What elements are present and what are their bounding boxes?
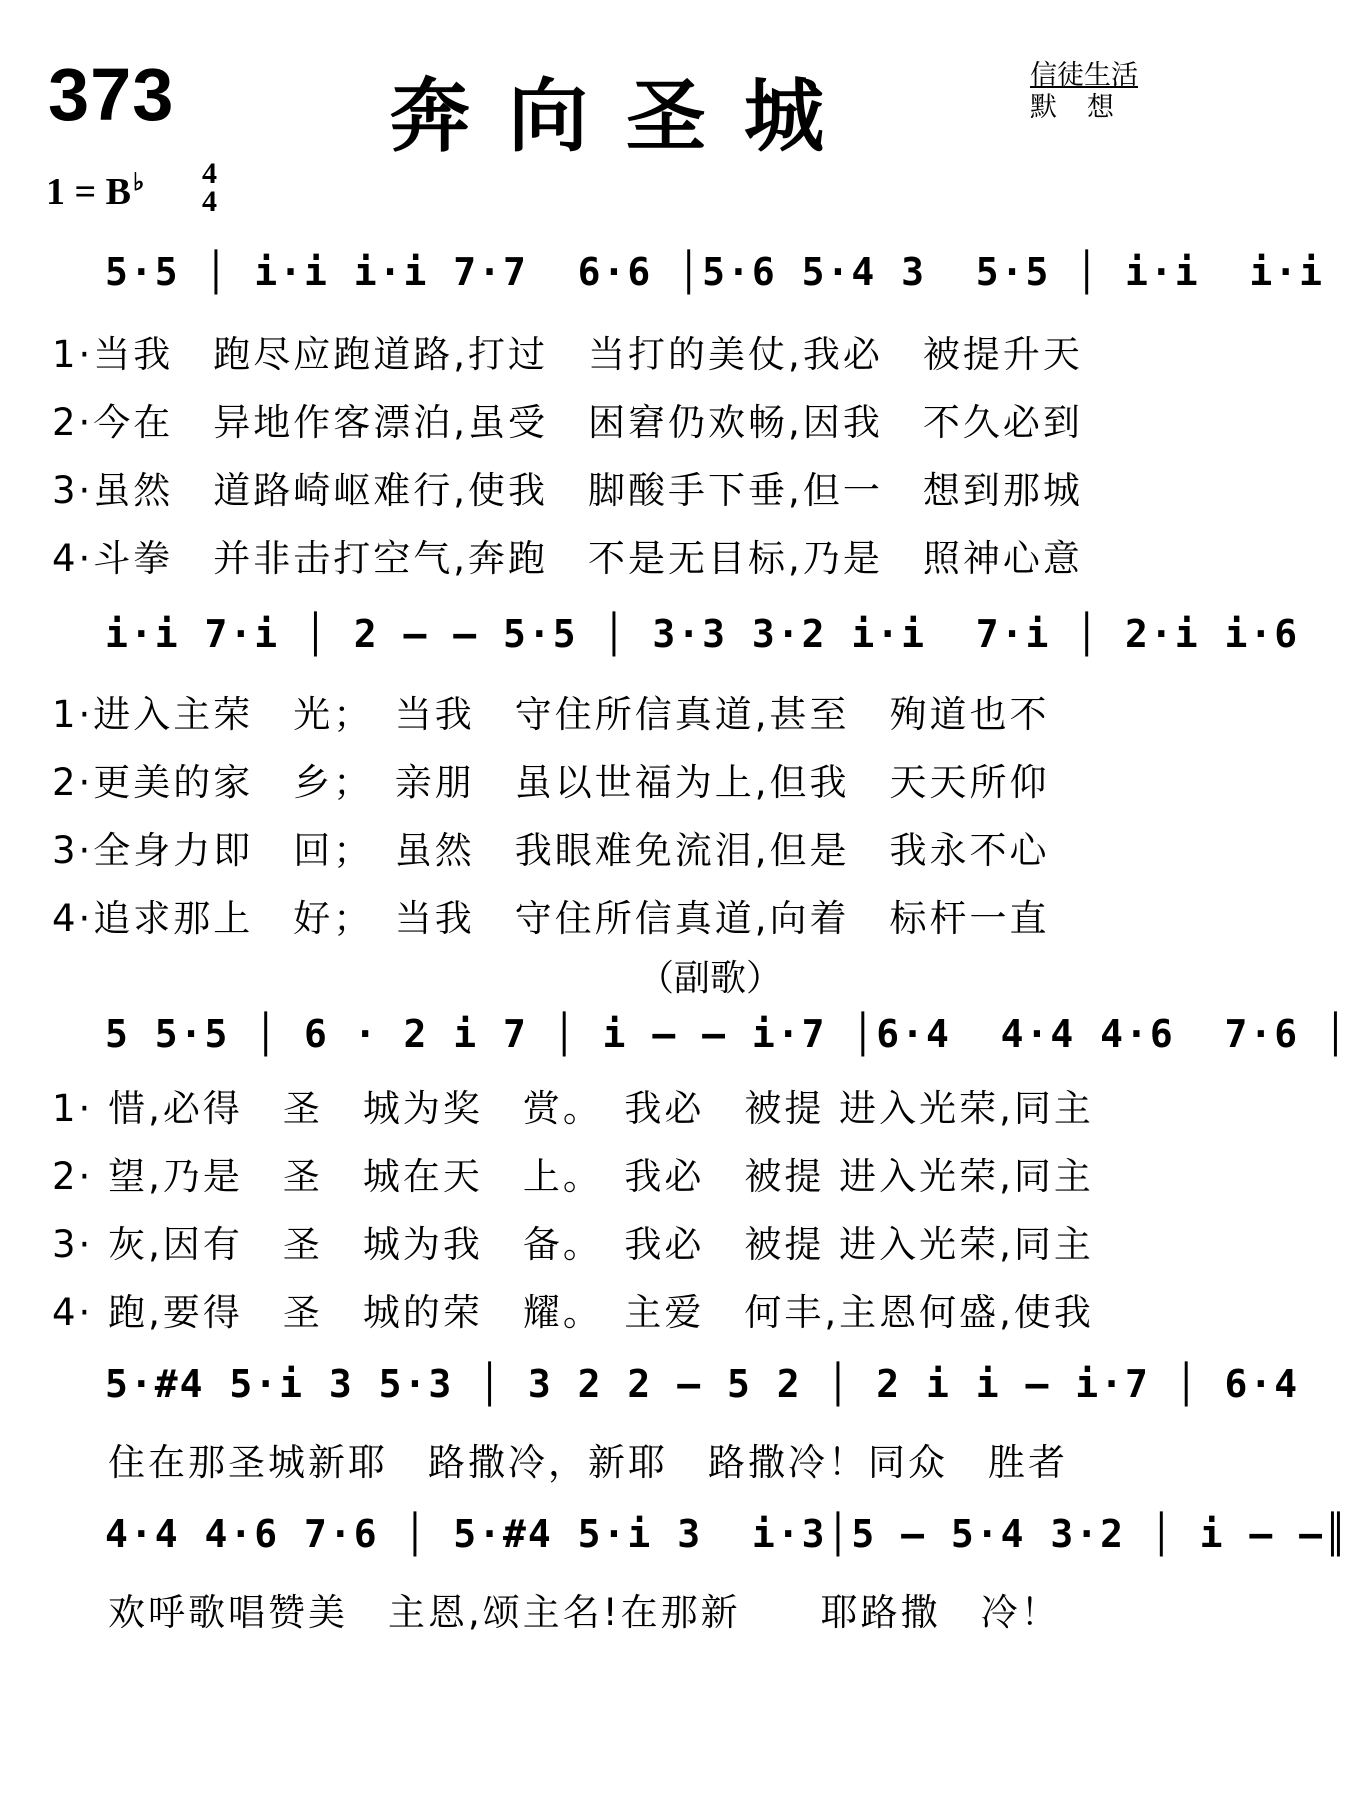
lyric-s2-v4: 4·追求那上 好； 当我 守住所信真道,向着 标杆一直 — [52, 897, 1050, 940]
hymn-title: 奔向圣城 — [390, 70, 862, 163]
notation-line-1: 5·5 │ i·i i·i 7·7 6·6 │5·6 5·4 3 5·5 │ i·i i·i — [105, 250, 1325, 294]
lyric-s4: 住在那圣城新耶 路撒冷，新耶 路撒冷！同众 胜者 — [108, 1441, 1068, 1484]
lyric-s2-v2: 2·更美的家 乡； 亲朋 虽以世福为上,但我 天天所仰 — [52, 761, 1050, 804]
notation-line-5: 4·4 4·6 7·6 │ 5·#4 5·i 3 i·3│5 – 5·4 3·2 │ i – –║ — [105, 1512, 1349, 1556]
lyric-s1-v3: 3·虽然 道路崎岖难行,使我 脚酸手下垂,但一 想到那城 — [52, 469, 1083, 512]
notation-line-3: 5 5·5 │ 6 · 2 i 7 │ i – – i·7 │6·4 4·4 4·6 7·6 │ — [105, 1012, 1349, 1056]
lyric-s1-v2: 2·今在 异地作客漂泊,虽受 困窘仍欢畅,因我 不久必到 — [52, 401, 1083, 444]
lyric-s3-v1: 1· 惜,必得 圣 城为奖 赏。 我必 被提 进入光荣,同主 — [52, 1087, 1094, 1130]
lyric-s3-v3: 3· 灰,因有 圣 城为我 备。 我必 被提 进入光荣,同主 — [52, 1223, 1094, 1266]
notation-line-4: 5·#4 5·i 3 5·3 │ 3 2 2 – 5 2 │ 2 i i – i·7 │ 6·4 — [105, 1362, 1300, 1406]
lyric-s1-v4: 4·斗拳 并非击打空气,奔跑 不是无目标,乃是 照神心意 — [52, 537, 1083, 580]
flat-symbol: ♭ — [133, 170, 145, 196]
lyric-s5: 欢呼歌唱赞美 主恩,颂主名!在那新 耶路撒 冷！ — [108, 1591, 1061, 1634]
time-sig-top: 4 — [202, 157, 217, 190]
time-sig-bottom: 4 — [202, 185, 217, 218]
credit-author: 默想 — [1030, 92, 1144, 123]
lyric-s2-v1: 1·进入主荣 光； 当我 守住所信真道,甚至 殉道也不 — [52, 693, 1050, 736]
notation-line-2: i·i 7·i │ 2 – – 5·5 │ 3·3 3·2 i·i 7·i │ 2·i i·6 — [105, 612, 1300, 656]
lyric-s2-v3: 3·全身力即 回； 虽然 我眼难免流泪,但是 我永不心 — [52, 829, 1050, 872]
lyric-s3-v4: 4· 跑,要得 圣 城的荣 耀。 主爱 何丰,主恩何盛,使我 — [52, 1291, 1094, 1334]
credits — [1030, 60, 1144, 124]
lyric-s1-v1: 1·当我 跑尽应跑道路,打过 当打的美仗,我必 被提升天 — [52, 333, 1083, 376]
key-signature — [46, 170, 144, 214]
lyric-s3-v2: 2· 望,乃是 圣 城在天 上。 我必 被提 进入光荣,同主 — [52, 1155, 1094, 1198]
credit-source: 信徒生活 — [1030, 60, 1138, 91]
hymn-number: 373 — [48, 53, 175, 136]
chorus-label: （副歌） — [638, 958, 783, 999]
time-signature — [202, 157, 217, 218]
key-label: 1 = B — [46, 171, 131, 213]
